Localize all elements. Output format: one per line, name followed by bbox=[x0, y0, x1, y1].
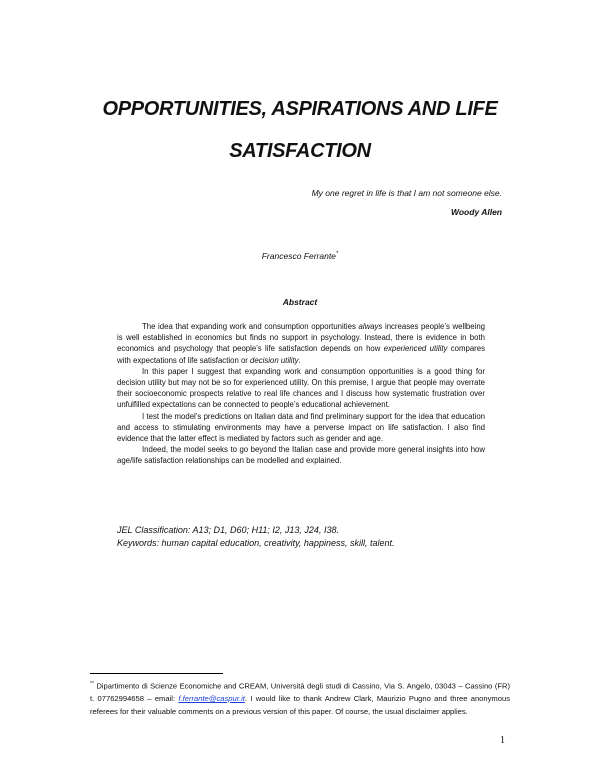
abstract-emphasis: decision utility bbox=[250, 355, 299, 365]
abstract-emphasis: experienced utility bbox=[383, 344, 448, 354]
page-number: 1 bbox=[500, 735, 505, 746]
epigraph-quote: My one regret in life is that I am not someone else. bbox=[311, 188, 502, 198]
abstract-body bbox=[117, 321, 485, 467]
author-footnote-mark: * bbox=[335, 251, 339, 258]
abstract-text: compares with expectations of life satisfaction or bbox=[117, 344, 485, 365]
abstract-paragraph-3: I test the model’s predictions on Italian data and find preliminary support for the idea that education and access to stimulating environments may have a perverse impact on life satisfaction. I also find evidence that the latter effect is mediated by factors such as gender and age. bbox=[117, 411, 485, 444]
abstract-paragraph-4: Indeed, the model seeks to go beyond the Italian case and provide more general insights into how age/life satisfaction relationships can be modelled and explained. bbox=[117, 445, 485, 466]
abstract-text: . bbox=[298, 355, 301, 365]
footnote bbox=[90, 678, 510, 718]
jel-classification: JEL Classification: A13; D1, D60; H11; I2, J13, J24, I38. bbox=[117, 525, 339, 535]
footnote-divider bbox=[90, 673, 223, 674]
author-name: Francesco Ferrante bbox=[261, 251, 336, 261]
abstract-emphasis: always bbox=[358, 322, 383, 331]
abstract-text: The idea that expanding work and consumption opportunities bbox=[142, 322, 359, 331]
paper-title-line-2: SATISFACTION bbox=[229, 140, 371, 162]
abstract-paragraph-2: In this paper I suggest that expanding work and consumption opportunities is a good thing for decision utility but may not be so for experienced utility. On this premise, I argue that people may overrate their socioeconomic prospects relative to real life chances and I discuss how systematic frustration over unfulfilled expectations can be connected to people’s educational achievement. bbox=[117, 366, 485, 410]
abstract-heading: Abstract bbox=[282, 297, 318, 307]
abstract-text: increases people’s wellbeing is well established in economics but finds no support in psychology. Instead, there is evidence in both economics and psychology that people’s life satisfaction depends on how bbox=[117, 322, 485, 354]
paper-title-line-1: OPPORTUNITIES, ASPIRATIONS AND LIFE bbox=[102, 98, 498, 120]
footnote-text: Dipartimento di Scienze Economiche and CREAM, Università degli studi di Cassino, Via S. Angelo, 03043 – Cassino (FR) t. 07762994658 – email: bbox=[90, 681, 510, 704]
footnote-mark: ** bbox=[90, 681, 94, 687]
footnote-text: . I would like to thank Andrew Clark, Maurizio Pugno and three anonymous referees for their valuable comments on a previous version of this paper. Of course, the usual disclaimer applies. bbox=[90, 694, 510, 716]
epigraph-attribution: Woody Allen bbox=[451, 207, 502, 217]
keywords: Keywords: human capital education, creativity, happiness, skill, talent. bbox=[117, 538, 395, 548]
email-link[interactable]: f.ferrante@caspur.it bbox=[178, 694, 245, 704]
abstract-paragraph-1 bbox=[117, 321, 485, 366]
author-line bbox=[0, 251, 600, 261]
